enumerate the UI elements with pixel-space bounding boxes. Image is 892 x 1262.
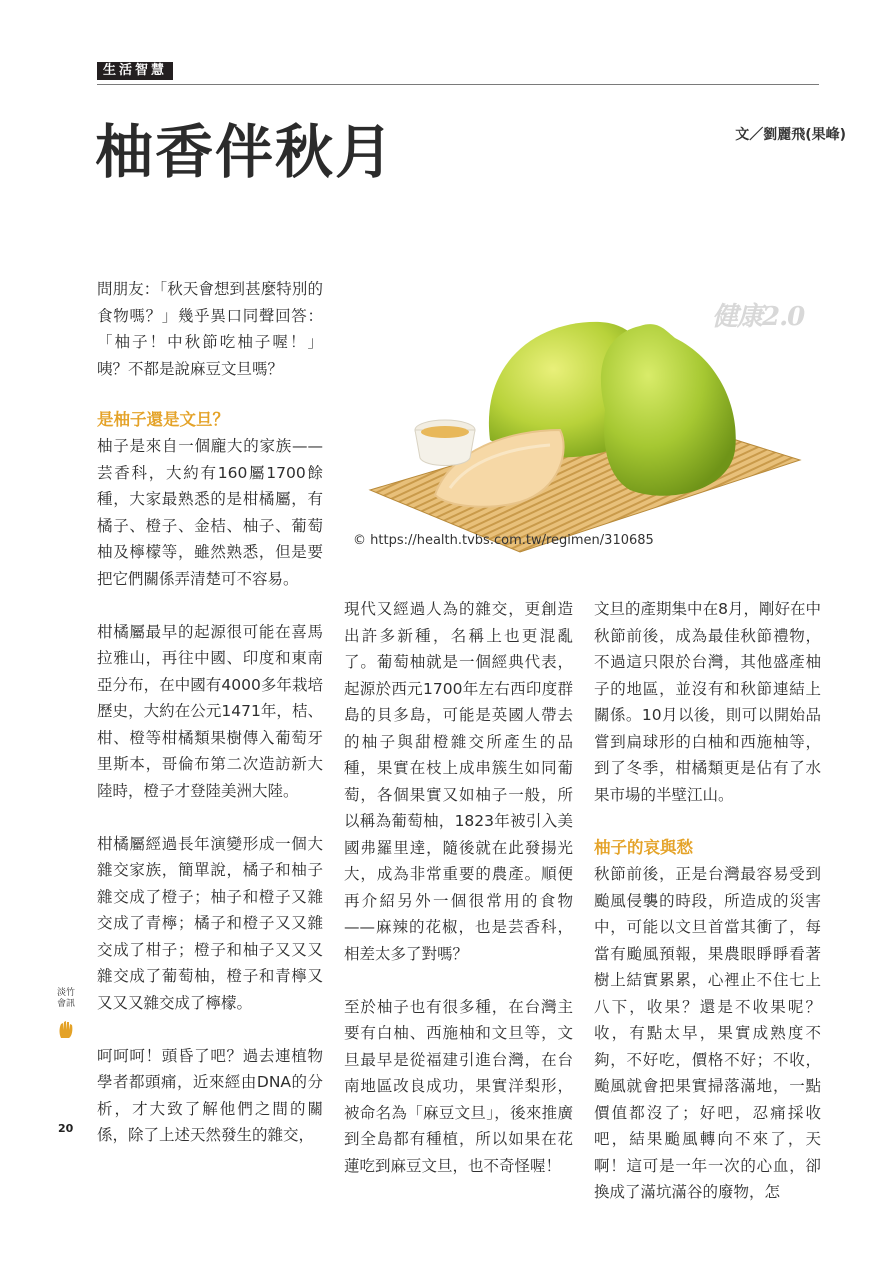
paragraph: 呵呵呵！頭昏了吧？過去連植物學者都頭痛，近來經由DNA的分析，才大致了解他們之間的關係，除了上述天然發生的雜交， (97, 1046, 323, 1144)
watermark-logo: 健康2.0 (712, 302, 805, 332)
intro-paragraph: 問朋友：「秋天會想到甚麼特別的食物嗎？」幾乎異口同聲回答：「柚子！中秋節吃柚子喔！」咦？不都是說麻豆文旦嗎？ (97, 280, 323, 378)
paragraph: 文旦的產期集中在8月，剛好在中秋節前後，成為最佳秋節禮物，不過這只限於台灣，其他盛產柚子的地區，並沒有和秋節連結上關係。10月以後，則可以開始品嘗到扁球形的白柚和西施柚等，到了冬季，柑橘類更是佔有了水果市場的半壁江山。 (594, 600, 821, 804)
newsletter-logo-text: 淡竹會訊 (56, 988, 75, 1009)
column-1 (97, 276, 323, 1175)
article-title: 柚香伴秋月 (95, 118, 396, 186)
newsletter-logo (56, 988, 76, 1040)
byline: 文／劉麗飛(果峰) (735, 127, 846, 143)
top-divider (97, 84, 819, 85)
subheading-sorrows: 柚子的哀與愁 (594, 837, 693, 857)
photo-caption: © https://health.tvbs.com.tw/regimen/310685 (353, 533, 654, 548)
subheading-pomelo-or-wendan: 是柚子還是文旦？ (97, 409, 229, 429)
paragraph: 柚子是來自一個龐大的家族——芸香科，大約有160屬1700餘種，大家最熟悉的是柑橘屬，有橘子、橙子、金桔、柚子、葡萄柚及檸檬等，雖然熟悉，但是要把它們關係弄清楚可不容易。 (97, 437, 323, 588)
paragraph: 秋節前後，正是台灣最容易受到颱風侵襲的時段，所造成的災害中，可能以文旦首當其衝了，每當有颱風預報，果農眼睜睜看著樹上結實累累，心裡止不住七上八下，收果？還是不收果呢？收，有點太早，果實成熟度不夠，不好吃，價格不好；不收，颱風就會把果實掃落滿地，一點價值都沒了；好吧，忍痛採收吧，結果颱風轉向不來了，天啊！這可是一年一次的心血，卻換成了滿坑滿谷的廢物，怎 (594, 865, 821, 1201)
paragraph: 至於柚子也有很多種，在台灣主要有白柚、西施柚和文旦等，文旦最早是從福建引進台灣，在台南地區改良成功，果實洋梨形，被命名為「麻豆文旦」，後來推廣到全島都有種植，所以如果在花蓮吃到麻豆文旦，也不奇怪喔！ (344, 997, 573, 1175)
paragraph: 柑橘屬最早的起源很可能在喜馬拉雅山，再往中國、印度和東南亞分布，在中國有4000多年栽培歷史，大約在公元1471年，桔、柑、橙等柑橘類果樹傳入葡萄牙里斯本，哥倫布第二次造訪新大陸時，橙子才登陸美洲大陸。 (97, 622, 323, 800)
paragraph: 現代又經過人為的雜交，更創造出許多新種，名稱上也更混亂了。葡萄柚就是一個經典代表，起源於西元1700年左右西印度群島的貝多島，可能是英國人帶去的柚子與甜橙雜交所產生的品種，果實在枝上成串簇生如同葡萄，各個果實又如柚子一般，所以稱為葡萄柚，1823年被引入美國弗羅里達，隨後就在此發揚光大，成為非常重要的農產。順便再介紹另外一個很常用的食物——麻辣的花椒，也是芸香科，相差太多了對嗎？ (344, 600, 573, 963)
column-3 (594, 596, 821, 1232)
paragraph: 柑橘屬經過長年演變形成一個大雜交家族，簡單說，橘子和柚子雜交成了橙子；柚子和橙子又雜交成了青檸；橘子和橙子又又雜交成了柑子；橙子和柚子又又又雜交成了葡萄柚，橙子和青檸又又又又雜交成了檸檬。 (97, 834, 323, 1012)
section-tag: 生活智慧 (97, 62, 173, 80)
column-2 (344, 596, 573, 1206)
page-number: 20 (58, 1122, 74, 1135)
hand-icon (58, 1020, 74, 1040)
